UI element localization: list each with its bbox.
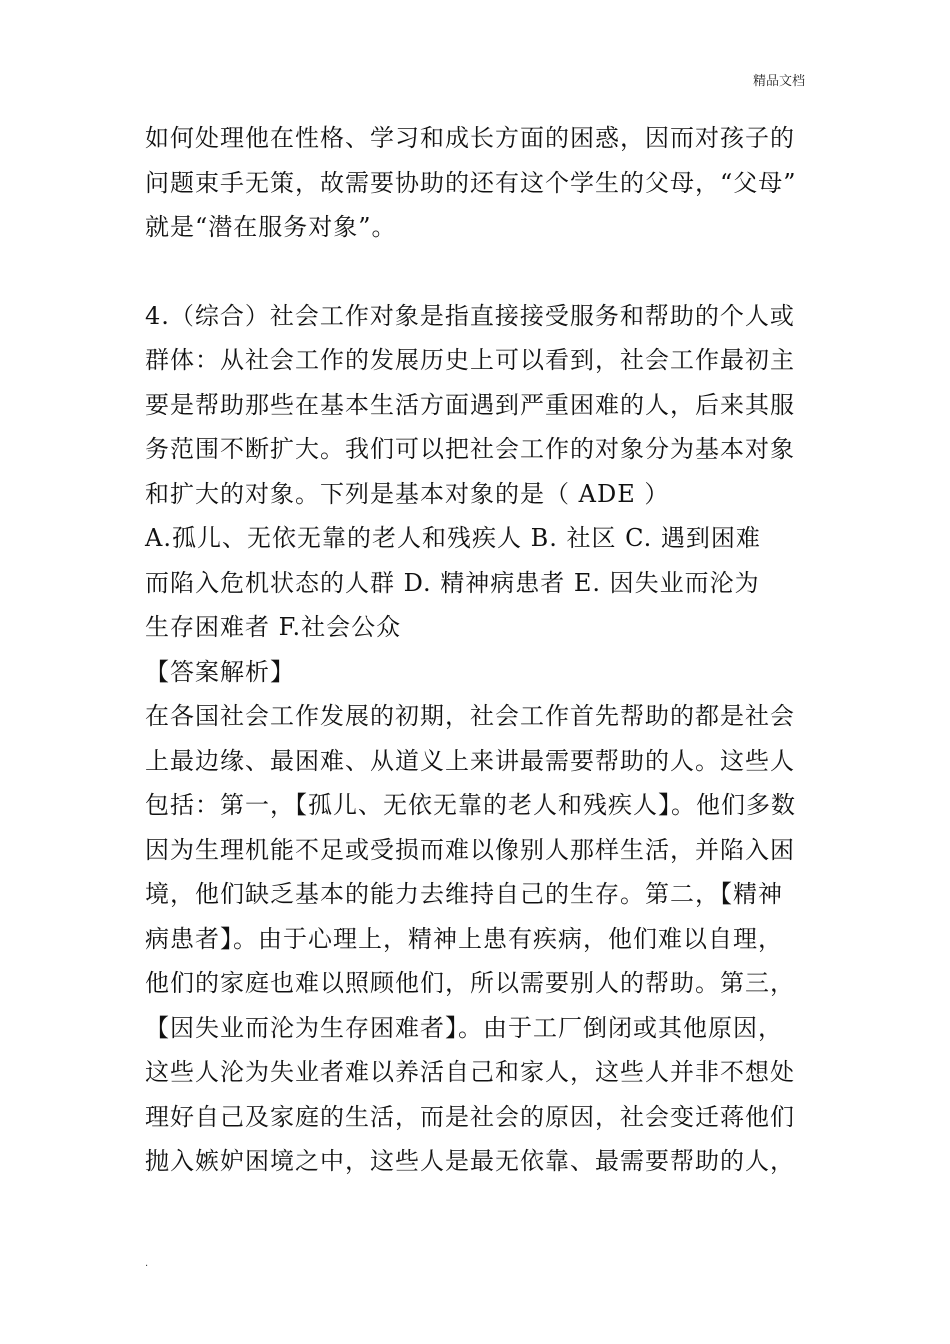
question-options — [145, 516, 810, 650]
text-line: 这些人沦为失业者难以养活自己和家人，这些人并非不想处 — [145, 1058, 795, 1086]
text-line: 上最边缘、最困难、从道义上来讲最需要帮助的人。这些人 — [145, 746, 795, 775]
text-line: 病患者】。由于心理上，精神上患有疾病，他们难以自理， — [145, 924, 783, 953]
paragraph-gap — [145, 250, 810, 294]
text-line: 在各国社会工作发展的初期，社会工作首先帮助的都是社会 — [145, 702, 795, 730]
text-line: 务范围不断扩大。我们可以把社会工作的对象分为基本对象 — [145, 435, 795, 463]
text-line: 抛入嫉妒困境之中，这些人是最无依靠、最需要帮助的人， — [145, 1147, 795, 1175]
options-line: A.孤儿、无依无靠的老人和残疾人 B. 社区 C. 遇到困难 — [145, 524, 761, 552]
text-line: 理好自己及家庭的生活，而是社会的原因，社会变迁蒋他们 — [145, 1102, 795, 1131]
answer-heading: 【答案解析】 — [145, 657, 295, 686]
text-line: 境，他们缺乏基本的能力去维持自己的生存。第二，【精神 — [145, 880, 783, 908]
text-line: 问题束手无策，故需要协助的还有这个学生的父母，“父母” — [145, 168, 797, 197]
answer-explanation — [145, 694, 810, 1184]
text-line: 如何处理他在性格、学习和成长方面的困惑，因而对孩子的 — [145, 124, 795, 152]
options-line: 而陷入危机状态的人群 D. 精神病患者 E. 因失业而沦为 — [145, 568, 760, 597]
question-stem — [145, 294, 810, 517]
text-line: 4.（综合）社会工作对象是指直接接受服务和帮助的个人或 — [145, 301, 795, 330]
footer-mark: . — [145, 1258, 149, 1269]
text-line: 因为生理机能不足或受损而难以像别人那样生活，并陷入困 — [145, 835, 795, 864]
text-line: 他们的家庭也难以照顾他们，所以需要别人的帮助。第三， — [145, 969, 795, 997]
text-line: 【因失业而沦为生存困难者】。由于工厂倒闭或其他原因， — [145, 1013, 783, 1042]
text-line: 包括：第一，【孤儿、无依无靠的老人和残疾人】。他们多数 — [145, 791, 796, 819]
text-line: 和扩大的对象。下列是基本对象的是（ ADE ） — [145, 479, 670, 508]
text-line: 要是帮助那些在基本生活方面遇到严重困难的人，后来其服 — [145, 390, 795, 419]
text-line: 群体：从社会工作的发展历史上可以看到，社会工作最初主 — [145, 346, 795, 374]
text-line: 就是“潜在服务对象”。 — [145, 213, 397, 241]
paragraph-continuation — [145, 116, 810, 250]
document-body — [145, 116, 810, 1184]
header-label: 精品文档 — [752, 74, 805, 89]
options-line: 生存困难者 F.社会公众 — [145, 613, 402, 641]
